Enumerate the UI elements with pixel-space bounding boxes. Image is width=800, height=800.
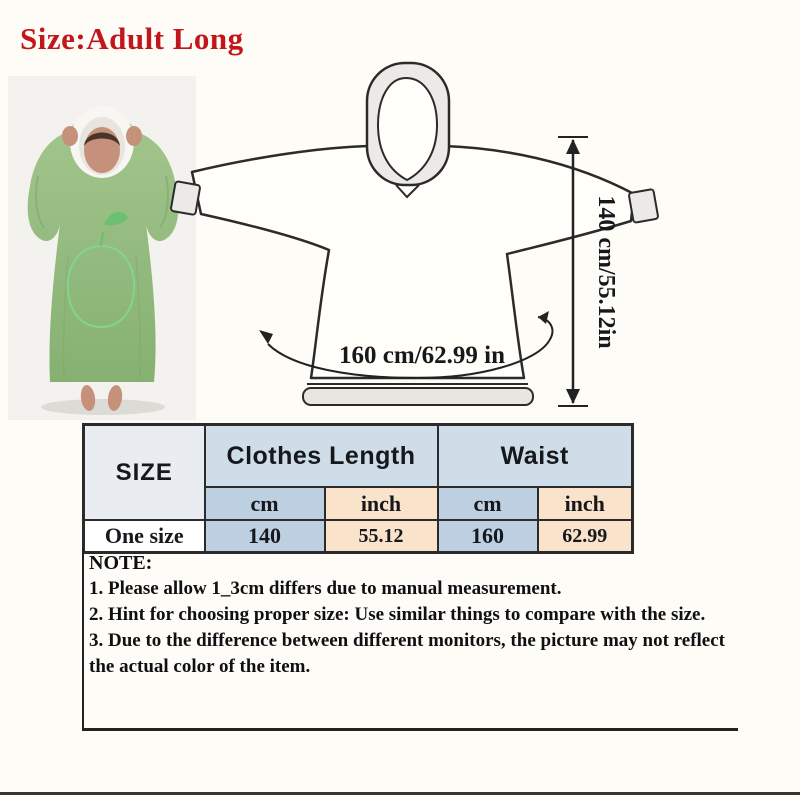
waist-inch-value: 62.99 xyxy=(538,520,633,553)
size-table-header-clothes-length: Clothes Length xyxy=(205,425,438,488)
length-arrowhead-bottom xyxy=(566,389,580,404)
note-item-1: 1. Please allow 1_3cm differs due to manual measurement. xyxy=(89,578,562,599)
length-cm-value: 140 xyxy=(205,520,325,553)
bottom-divider-line xyxy=(0,792,800,795)
unit-header-length-inch: inch xyxy=(325,487,438,520)
waist-cm-value: 160 xyxy=(438,520,538,553)
size-table-header-waist: Waist xyxy=(438,425,633,488)
floor-shadow xyxy=(41,399,165,415)
length-measurement-label: 140 cm/55.12in xyxy=(593,195,619,349)
unit-header-waist-cm: cm xyxy=(438,487,538,520)
waist-arrowhead-left xyxy=(259,330,273,344)
garment-diagram xyxy=(168,50,678,418)
length-inch-value: 55.12 xyxy=(325,520,438,553)
unit-header-waist-inch: inch xyxy=(538,487,633,520)
size-table-corner-header: SIZE xyxy=(84,425,205,521)
note-item-2: 2. Hint for choosing proper size: Use similar things to compare with the size. xyxy=(89,604,706,625)
page-title: Size:Adult Long xyxy=(20,21,244,56)
right-hand xyxy=(126,126,142,146)
note-item-3: 3. Due to the difference between different monitors, the picture may not reflect the actual color of the item. xyxy=(89,630,725,677)
right-cuff xyxy=(629,189,659,223)
left-cuff xyxy=(171,181,201,215)
measurement-diagram xyxy=(168,50,678,418)
table-row xyxy=(84,520,633,553)
notes-section xyxy=(82,549,738,731)
hem-band xyxy=(303,388,533,405)
notes-heading: NOTE: xyxy=(89,552,153,574)
size-row-label: One size xyxy=(84,520,205,553)
waist-measurement-label: 160 cm/62.99 in xyxy=(339,342,505,369)
size-table xyxy=(82,423,634,554)
unit-header-length-cm: cm xyxy=(205,487,325,520)
length-arrowhead-top xyxy=(566,139,580,154)
left-hand xyxy=(62,126,78,146)
